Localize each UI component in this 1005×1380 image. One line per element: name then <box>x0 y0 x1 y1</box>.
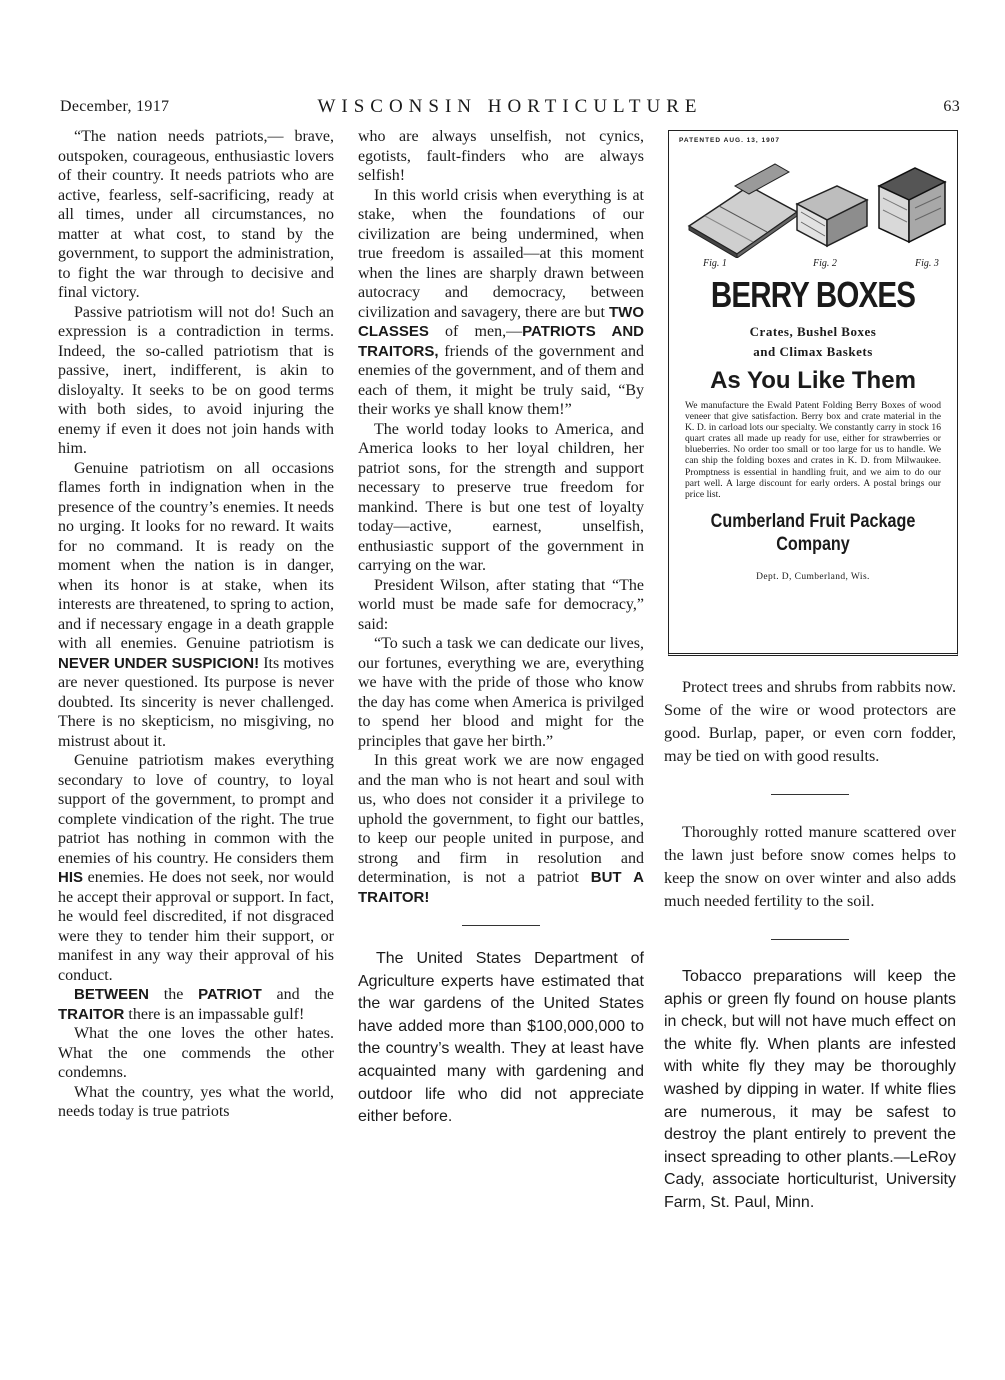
fig2-drawing <box>797 186 867 246</box>
emphasis: HIS <box>58 869 84 886</box>
paragraph: What the one loves the other hates. What the one commends the other condemns. <box>58 1025 334 1081</box>
paragraph <box>358 186 644 420</box>
paragraph <box>58 459 334 752</box>
fig2-label: Fig. 2 <box>813 258 837 269</box>
emphasis: BETWEEN <box>74 986 149 1003</box>
divider <box>462 925 540 926</box>
text-run: Genuine patriotism makes everything secondary to love of country, to loyal support of the government, to prompt and complete vindication of the right. The true patriot has nothing in common with the enemies of his country. He considers them <box>58 752 334 867</box>
text-run: of men,— <box>445 323 523 340</box>
ad-headline: BERRY BOXES <box>710 274 916 315</box>
text-run: In this great work we are now engaged and the man who is not heart and soul with us, who does not consider it a privilege to uphold the government, to fight our battles, to keep our people united in purpose, and strong and firm in resolution and determination, is not a patriot <box>358 752 644 886</box>
paragraph: “To such a task we can dedicate our lives, our fortunes, everything we are, everything we have with the pride of those who know the day has come when America is privilged to spend her blood and might for the principles that gave her birth.” <box>358 635 644 750</box>
paragraph: The United States Department of Agriculture experts have estimated that the war gardens of the United States have added more than $100,000,000 to the country’s wealth. They at least have acquainted many with gardening and outdoor life who did not appreciate either before. <box>358 950 644 1126</box>
issue-date: December, 1917 <box>60 98 170 115</box>
berry-box-drawing <box>679 146 947 258</box>
page-header <box>60 96 960 126</box>
ad-subheading: Crates, Bushel Boxes <box>749 324 877 339</box>
emphasis: PATRIOTS AND TRAITORS, <box>358 323 645 360</box>
text-run: the <box>163 986 184 1003</box>
paragraph: President Wilson, after stating that “The world must be made safe for democracy,” said: <box>358 576 644 633</box>
divider <box>771 939 849 940</box>
text-run: Genuine patriotism on all occasions flames forth in indignation when in the presence of the country’s enemies. It needs no urging. It looks for no reward. It waits for no command. It is ready on the moment when the nation is in danger, when its honor is at stake, when its interests are threatened, to spring to action, and if necessary engage in a death grapple with all enemies. Genuine patriotism is <box>58 459 334 652</box>
paragraph: Thoroughly rotted manure scattered over the lawn just before snow comes helps to keep the snow on over winter and also adds much needed fertility to the soil. <box>664 823 956 910</box>
text-run: and the <box>276 986 334 1003</box>
text-run: there is an impassable gulf! <box>128 1005 305 1023</box>
divider <box>771 794 849 795</box>
paragraph <box>58 985 334 1024</box>
text-run: In this world crisis when everything is at stake, when the foundations of our civilization are being undermined, when true freedom is assailed—at this moment when the lines are sharply drawn between autocracy and democracy, between civilization and savagery, there are but <box>358 186 644 321</box>
paragraph: who are always unselfish, not cynics, egotists, fault-finders who are always selfish! <box>358 128 644 184</box>
ad-slogan: As You Like Them <box>710 367 916 394</box>
ad-body-text: We manufacture the Ewald Patent Folding Berry Boxes of wood veneer that give satisfaction. Berry box and crate material in the K. D. in carload lots our specialty. We constantly carry in stock 16 quart crates all made up ready for use, either for strawberries or blueberries. No order too small or too large for us to handle. We can ship the folding boxes and crates in K. D. from Milwaukee. Promptness is essential in handling fruit, and we aim to do our part well. A large discount for early orders. A postal brings our price list. <box>685 400 941 500</box>
paragraph: Protect trees and shrubs from rabbits now. Some of the wire or wood protectors are good. Burlap, paper, or even corn fodder, may be tied on with good results. <box>664 678 956 765</box>
advertisement-berry-boxes <box>668 130 958 656</box>
paragraph <box>58 751 334 985</box>
paragraph: “The nation needs patriots,— brave, outspoken, courageous, enthusiastic lovers of their country. It needs patriots who are active, fearless, self-sacrificing, ready at all times, under all circumstances, no matter at what cost, to stand by the government, to support the administration, to fight the war through to decisive and final victory. <box>58 128 334 301</box>
column-middle <box>358 127 644 1129</box>
column-left <box>58 127 334 1122</box>
column-right <box>664 676 956 1215</box>
ad-company-name: Cumberland Fruit Package Company <box>710 510 916 555</box>
paragraph: What the country, yes what the world, needs today is true patriots <box>58 1083 334 1120</box>
magazine-title: WISCONSIN HORTICULTURE <box>317 96 703 117</box>
page-number: 63 <box>943 98 960 115</box>
paragraph: The world today looks to America, and America looks to her loyal children, her patriot sons, for the strength and support necessary to preserve true freedom for mankind. There is but one test of loyalty today—active, earnest, unselfish, enthusiastic support of the government in carrying on the war. <box>358 420 644 574</box>
paragraph: Passive patriotism will not do! Such an expression is a contradiction in terms. Indeed, the so-called patriotism that is passive, inert, indifferent, is akin to disloyalty. It seeks to be on good terms with both sides, to avoid injuring the enemy if even it does not join hands with him. <box>58 303 334 457</box>
emphasis: TRAITOR <box>58 1005 125 1023</box>
fig1-drawing <box>689 164 797 258</box>
emphasis: PATRIOT <box>198 986 262 1003</box>
paragraph: Tobacco preparations will keep the aphis or green fly found on house plants in check, but will not have much effect on the white fly. When plants are infested with white fly they may be thoroughly washed by dipping in water. If white flies are numerous, it may be safest to destroy the plant entirely to prevent the insect spreading to other plants.—LeRoy Cady, associate horticulturist, University Farm, St. Paul, Minn. <box>664 968 956 1211</box>
fig3-label: Fig. 3 <box>915 258 939 269</box>
figure-labels <box>679 258 947 272</box>
emphasis: BUT A TRAITOR! <box>358 869 645 906</box>
fig1-label: Fig. 1 <box>703 258 727 269</box>
berry-box-illustrations <box>679 146 947 258</box>
paragraph <box>358 751 644 907</box>
text-run: enemies. He does not seek, nor would he accept their approval or support. In fact, he would feel discredited, if not disgraced were they to tender him their support, or manifest in any way their approval of his conduct. <box>58 869 334 984</box>
ad-address: Dept. D, Cumberland, Wis. <box>756 571 870 582</box>
text-run: Its motives are never questioned. Its purpose is never doubted. Its sincerity is never challenged. There is no skepticism, no misgiving, no mistrust about it. <box>58 654 334 750</box>
emphasis: NEVER UNDER SUSPICION! <box>58 654 260 672</box>
patent-notice: PATENTED AUG. 13, 1907 <box>679 137 780 144</box>
ad-subheading: and Climax Baskets <box>753 344 873 359</box>
emphasis: TWO CLASSES <box>358 303 644 340</box>
text-run: friends of the government and enemies of the government, and of them and each of them, it might be truly said, “By their works ye shall know them!” <box>358 342 645 418</box>
fig3-drawing <box>879 168 945 242</box>
